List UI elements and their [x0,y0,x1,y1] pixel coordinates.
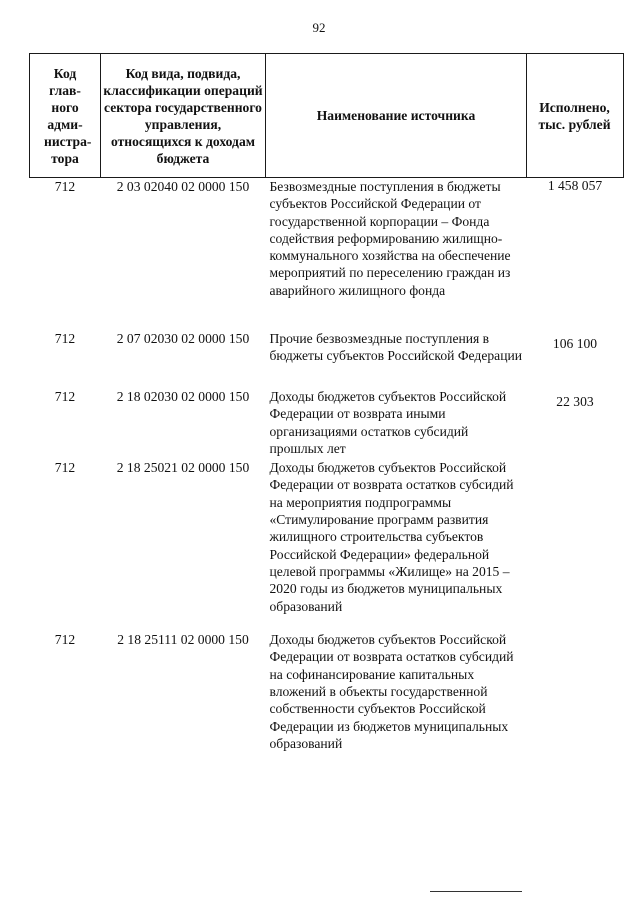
row-executed-value: 22 303 [556,394,594,409]
row-source-name: Прочие безвозмездные поступления в бюджеты субъектов Российской Федерации [269,331,523,364]
row-admin-code: 712 [54,331,76,346]
row-type-code: 2 18 25111 02 0000 150 [117,632,249,648]
row-admin-code: 712 [54,179,76,194]
table-row [30,459,527,631]
header-admin-code: Код глав-ного адми-нистра-тора [30,54,101,178]
row-executed-value: 1 458 057 [547,178,603,193]
table-header-row [30,54,527,178]
table-row [30,631,527,754]
page-number: 92 [312,20,326,35]
row-type-code: 2 03 02040 02 0000 150 [116,179,250,194]
row-source-name: Доходы бюджетов субъектов Российской Федерации от возврата иными организациями остатков субсидий прошлых лет [269,389,507,456]
table-row [30,388,527,459]
row-admin-code: 712 [54,389,76,404]
footer-rule [430,891,522,892]
table-row [30,178,527,331]
table-row [30,330,527,388]
row-type-code: 2 07 02030 02 0000 150 [116,331,250,346]
row-source-name: Доходы бюджетов субъектов Российской Федерации от возврата остатков субсидий на софинансирование капитальных вложений в объекты государственной собственности субъектов Российской Федерации из бюджетов муниципальных образований [269,632,514,751]
row-type-code: 2 18 02030 02 0000 150 [116,389,250,404]
row-admin-code: 712 [54,632,76,648]
row-executed-value: 106 100 [552,336,598,351]
row-source-name: Безвозмездные поступления в бюджеты субъектов Российской Федерации от государственной корпорации – Фонда содействия реформированию жилищно-коммунального хозяйства на обеспечение мероприятий по переселению граждан из аварийного жилищного фонда [269,179,511,298]
header-source-name: Наименование источника [266,54,527,178]
row-source-name: Доходы бюджетов субъектов Российской Федерации от возврата остатков субсидий на мероприятия подпрограммы «Стимулирование программ развития жилищного строительства субъектов Российской Федерации» федеральной целевой программы «Жилище» на 2015 – 2020 годы из бюджетов муниципальных образований [269,460,514,614]
executed-column [526,53,624,409]
header-executed: Исполнено, тыс. рублей [526,53,624,178]
row-admin-code: 712 [54,460,76,476]
revenue-sources-table [29,53,527,754]
row-type-code: 2 18 25021 02 0000 150 [116,460,250,476]
header-type-code: Код вида, подвида, классификации операций сектора государственного управления, относящихся к доходам бюджета [101,54,266,178]
